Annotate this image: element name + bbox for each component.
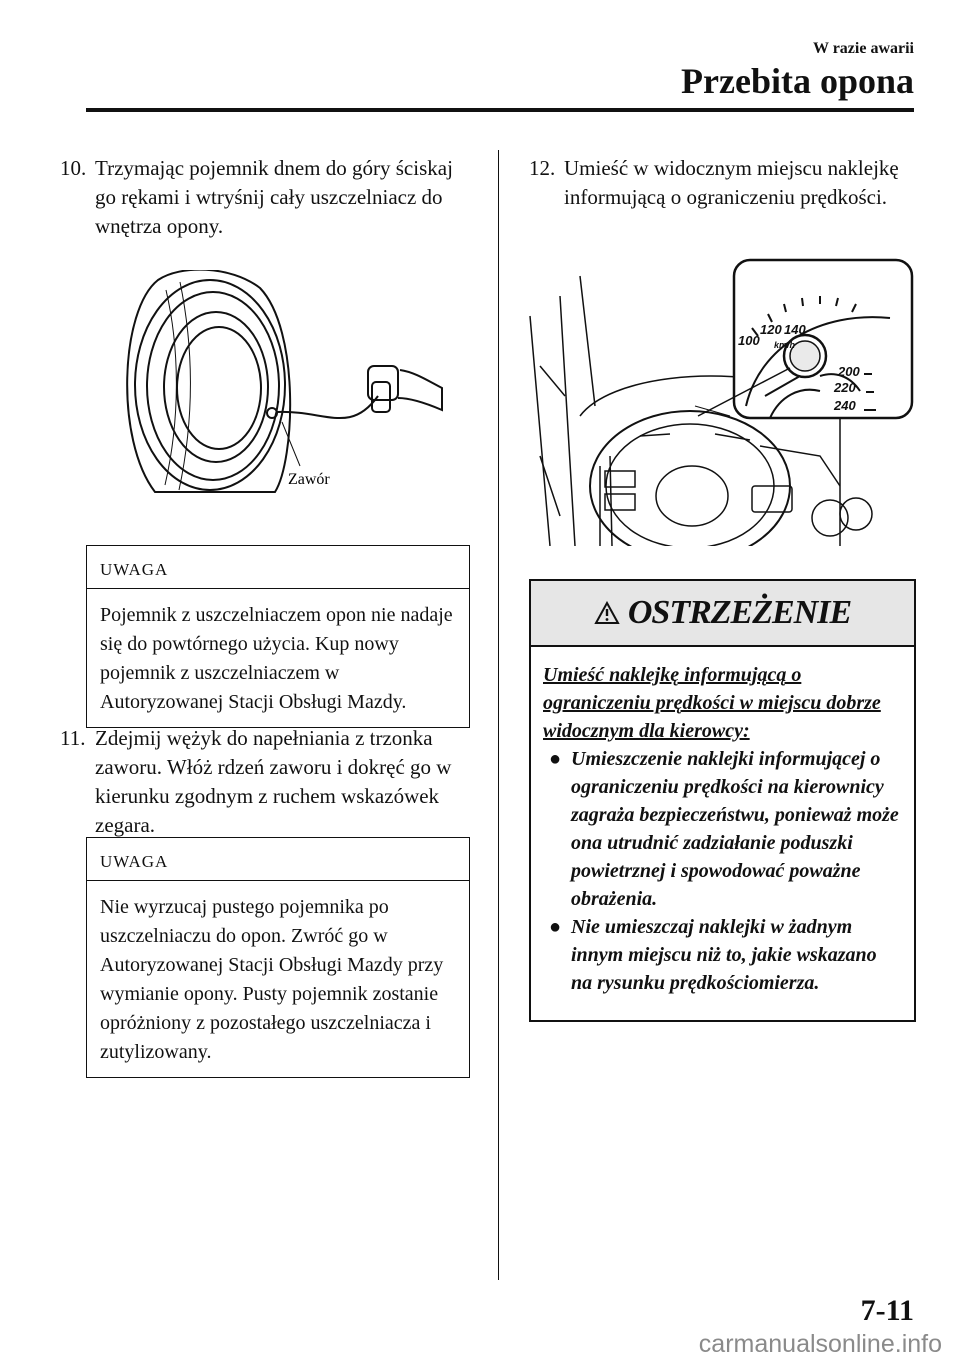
bullet-icon: ● <box>549 748 562 770</box>
speed-tick-label: 100 <box>738 333 760 348</box>
step-number: 12. <box>529 156 556 180</box>
note-label: UWAGA <box>87 838 469 881</box>
warning-bullet <box>543 745 902 913</box>
tire-outline-icon <box>127 270 290 492</box>
warning-bullet-list <box>543 745 902 997</box>
speed-tick-label: 140 <box>784 322 806 337</box>
speed-tick-label: 240 <box>834 398 856 413</box>
speedometer-inset <box>734 260 912 418</box>
speed-tick-label: 220 <box>834 380 856 395</box>
fill-hose-icon <box>277 396 378 418</box>
step-12 <box>529 154 919 212</box>
note-text: Nie wyrzucaj pustego pojemnika po uszczelniaczu do opon. Zwróć go w Autoryzowanej Stacji Obsługi Mazdy przy wymianie opony. Pusty pojemnik zostanie opróżniony z pozostałego uszczelniacza i zutylizowany. <box>100 896 444 1063</box>
header-rule <box>86 108 914 112</box>
step-text: Zdejmij wężyk do napełniania z trzonka zaworu. Włóż rdzeń zaworu i dokręć go w kierunku zgodnym z ruchem wskazówek zegara. <box>95 726 452 837</box>
speed-tick-label: 120 <box>760 322 782 337</box>
note-box-2 <box>86 837 470 1078</box>
hand-icon <box>398 370 442 410</box>
speedometer-figure <box>520 256 915 546</box>
step-11 <box>60 724 470 840</box>
warning-triangle-icon <box>594 601 620 625</box>
step-text: Umieść w widocznym miejscu naklejkę informującą o ograniczeniu prędkości. <box>564 156 899 209</box>
warning-bullet-text: Umieszczenie naklejki informującej o ograniczeniu prędkości na kierownicy zagraża bezpieczeństwu, ponieważ może ona utrudnić zadziałanie poduszki powietrznej i spowodować poważne obrażenia. <box>571 748 899 910</box>
tire-sealant-figure <box>110 270 450 510</box>
warning-body <box>531 647 914 997</box>
speed-tick-label: 200 <box>838 364 860 379</box>
column-divider <box>498 150 499 1280</box>
warning-bullet-text: Nie umieszczaj naklejki w żadnym innym miejscu niż to, jakie wskazano na rysunku prędkościomierza. <box>571 916 877 994</box>
note-label: UWAGA <box>87 546 469 589</box>
warning-intro: Umieść naklejkę informującą o ograniczeniu prędkości w miejscu dobrze widocznym dla kierowcy: <box>543 664 881 742</box>
step-number: 10. <box>60 156 87 180</box>
step-10 <box>60 154 470 241</box>
warning-bullet <box>543 913 902 997</box>
valve-label: Zawór <box>288 471 330 488</box>
note-box-1 <box>86 545 470 728</box>
warning-header <box>531 581 914 647</box>
note-text: Pojemnik z uszczelniaczem opon nie nadaje się do powtórnego użycia. Kup nowy pojemnik z uszczelniaczem w Autoryzowanej Stacji Obsługi Mazdy. <box>100 604 453 713</box>
step-text: Trzymając pojemnik dnem do góry ściskaj go rękami i wtryśnij cały uszczelniacz do wnętrza opony. <box>95 156 453 238</box>
page-title: Przebita opona <box>681 61 914 101</box>
warning-box <box>529 579 916 1022</box>
warning-title: OSTRZEŻENIE <box>627 594 852 631</box>
watermark: carmanualsonline.info <box>698 1330 942 1358</box>
step-number: 11. <box>60 726 86 750</box>
speed-unit-label: km/h <box>774 340 796 350</box>
bullet-icon: ● <box>549 916 562 938</box>
section-header: W razie awarii <box>812 40 914 57</box>
page-number: 7-11 <box>860 1294 914 1327</box>
